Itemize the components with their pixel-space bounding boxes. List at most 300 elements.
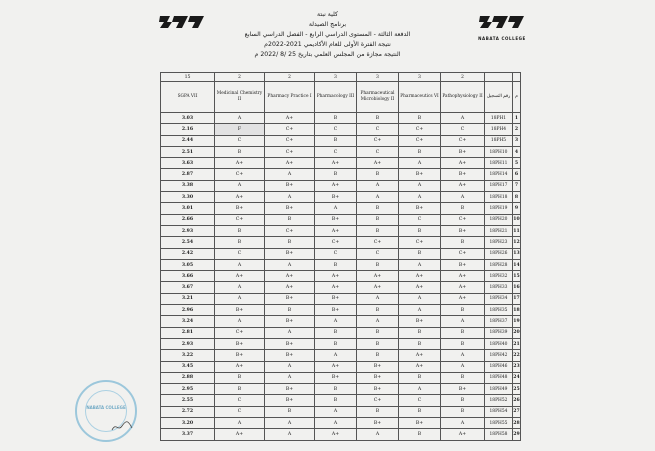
table-row xyxy=(161,384,521,395)
grade-cell: B xyxy=(399,113,441,124)
credit-hours-cell: 2 xyxy=(441,73,485,82)
row-number-cell: 28 xyxy=(513,418,521,429)
grade-cell: A xyxy=(315,203,357,214)
table-row xyxy=(161,282,521,293)
table-row xyxy=(161,225,521,236)
grade-cell: A xyxy=(265,327,315,338)
grade-cell: A xyxy=(215,113,265,124)
row-number-cell: 21 xyxy=(513,338,521,349)
grade-cell: A+ xyxy=(215,192,265,203)
grade-cell: A xyxy=(265,169,315,180)
sgpa-cell: 2.87 xyxy=(161,169,215,180)
grade-cell: A xyxy=(399,305,441,316)
grade-cell: A+ xyxy=(399,271,441,282)
sgpa-cell: 2.81 xyxy=(161,327,215,338)
grade-cell: C xyxy=(215,248,265,259)
table-row xyxy=(161,327,521,338)
grade-cell: B xyxy=(215,372,265,383)
grade-cell: A+ xyxy=(441,429,485,440)
grade-cell: B+ xyxy=(265,316,315,327)
grade-cell: B xyxy=(441,327,485,338)
row-number-cell: 5 xyxy=(513,158,521,169)
document-header xyxy=(160,10,495,60)
grade-cell: B+ xyxy=(265,248,315,259)
grade-cell: B xyxy=(399,146,441,157)
sgpa-cell: 2.16 xyxy=(161,124,215,135)
grade-cell: B xyxy=(215,225,265,236)
table-row xyxy=(161,395,521,406)
table-row xyxy=(161,293,521,304)
grade-cell: A xyxy=(441,113,485,124)
grade-cell: A xyxy=(265,192,315,203)
grade-cell: B xyxy=(357,350,399,361)
sgpa-cell: 3.67 xyxy=(161,282,215,293)
registration-cell: 18PH39 xyxy=(485,327,513,338)
grade-cell: A xyxy=(399,192,441,203)
grade-cell: C+ xyxy=(357,135,399,146)
registration-cell: 18PH23 xyxy=(485,237,513,248)
grade-cell: A+ xyxy=(215,361,265,372)
grade-cell: A xyxy=(399,158,441,169)
row-number-cell: 11 xyxy=(513,225,521,236)
row-number-cell: 17 xyxy=(513,293,521,304)
grade-cell: A+ xyxy=(441,180,485,191)
table-row xyxy=(161,169,521,180)
grade-cell: A+ xyxy=(315,429,357,440)
row-number-cell: 4 xyxy=(513,146,521,157)
grade-cell: B xyxy=(357,169,399,180)
logo-caption: NABATA COLLEGE xyxy=(478,36,526,41)
column-header-row xyxy=(161,82,521,113)
grade-cell: C+ xyxy=(441,214,485,225)
registration-cell: 18PH28 xyxy=(485,259,513,270)
grade-cell: A xyxy=(441,418,485,429)
grade-cell: C xyxy=(215,395,265,406)
grade-cell: B+ xyxy=(441,146,485,157)
college-name: كلية نبتة xyxy=(317,11,338,18)
grade-cell: A xyxy=(215,282,265,293)
credit-hours-cell: 2 xyxy=(265,73,315,82)
grade-cell: A xyxy=(357,293,399,304)
grade-cell: C xyxy=(215,135,265,146)
table-row xyxy=(161,203,521,214)
registration-cell: 18PH33 xyxy=(485,282,513,293)
row-number-cell: 24 xyxy=(513,372,521,383)
grade-cell: B xyxy=(441,406,485,417)
grade-cell: B xyxy=(441,305,485,316)
grade-cell: C+ xyxy=(265,135,315,146)
grade-cell: A+ xyxy=(441,158,485,169)
registration-cell: 18PH18 xyxy=(485,192,513,203)
grade-cell: A xyxy=(315,406,357,417)
registration-cell: 18PH1 xyxy=(485,113,513,124)
sgpa-cell: 2.44 xyxy=(161,135,215,146)
registration-cell: 18PH19 xyxy=(485,203,513,214)
table-row xyxy=(161,305,521,316)
approval-line: النتيجة مجازة من المجلس العلمي بتاريخ 25 /8 /2022 م xyxy=(254,51,401,58)
grade-cell: B xyxy=(357,203,399,214)
row-number-cell: 20 xyxy=(513,327,521,338)
registration-cell: 18PH11 xyxy=(485,158,513,169)
table-row xyxy=(161,361,521,372)
grade-cell: A xyxy=(357,429,399,440)
grade-cell: C xyxy=(315,146,357,157)
grade-cell: B+ xyxy=(399,169,441,180)
grade-cell: B xyxy=(441,237,485,248)
grade-cell: B xyxy=(441,395,485,406)
grade-cell: C+ xyxy=(265,146,315,157)
grade-cell: A xyxy=(265,418,315,429)
grade-cell: B xyxy=(215,146,265,157)
sgpa-cell: 3.37 xyxy=(161,429,215,440)
registration-cell: 18PH52 xyxy=(485,395,513,406)
sgpa-cell: 3.21 xyxy=(161,293,215,304)
row-number-cell: 2 xyxy=(513,124,521,135)
grade-cell: C+ xyxy=(399,124,441,135)
column-header: SGPA VII xyxy=(161,82,215,113)
sgpa-cell: 2.93 xyxy=(161,225,215,236)
table-row xyxy=(161,113,521,124)
sgpa-cell: 3.22 xyxy=(161,350,215,361)
grade-cell: B xyxy=(315,135,357,146)
grade-cell: C+ xyxy=(399,135,441,146)
grade-cell: A xyxy=(215,293,265,304)
grade-cell: B+ xyxy=(265,384,315,395)
grade-cell: B+ xyxy=(441,259,485,270)
sgpa-cell: 3.01 xyxy=(161,203,215,214)
grade-cell: B xyxy=(357,406,399,417)
grade-cell: B+ xyxy=(265,180,315,191)
grade-cell: B+ xyxy=(315,372,357,383)
sgpa-cell: 3.30 xyxy=(161,192,215,203)
grade-cell: A xyxy=(315,316,357,327)
row-number-cell: 29 xyxy=(513,429,521,440)
registration-cell: 18PH5 xyxy=(485,135,513,146)
grade-cell: B xyxy=(315,259,357,270)
grade-cell: B xyxy=(357,327,399,338)
sgpa-cell: 2.42 xyxy=(161,248,215,259)
program-name: برنامج الصيدلة xyxy=(308,21,347,28)
grade-cell: A xyxy=(265,372,315,383)
grade-cell: B+ xyxy=(357,418,399,429)
table-row xyxy=(161,406,521,417)
column-header: م xyxy=(513,82,521,113)
grade-cell: A xyxy=(441,350,485,361)
sgpa-cell: 2.55 xyxy=(161,395,215,406)
table-row xyxy=(161,259,521,270)
grade-cell: B xyxy=(441,372,485,383)
grade-cell: B+ xyxy=(265,293,315,304)
grade-cell: B+ xyxy=(441,384,485,395)
registration-cell: 18PH48 xyxy=(485,372,513,383)
grade-cell: B xyxy=(399,248,441,259)
grade-cell: B xyxy=(441,338,485,349)
grade-cell: A xyxy=(215,180,265,191)
grade-cell: B xyxy=(399,372,441,383)
table-row xyxy=(161,158,521,169)
grade-cell: B xyxy=(441,203,485,214)
grade-cell: C xyxy=(357,124,399,135)
registration-cell: 18PH37 xyxy=(485,316,513,327)
grade-cell: B xyxy=(399,225,441,236)
grade-cell: B+ xyxy=(315,192,357,203)
signature-mark xyxy=(110,418,134,434)
table-row xyxy=(161,248,521,259)
column-header: رقم التسجيل xyxy=(485,82,513,113)
grade-cell: C+ xyxy=(215,169,265,180)
grade-cell: A+ xyxy=(265,282,315,293)
sgpa-cell: 2.66 xyxy=(161,214,215,225)
registration-cell: 18PH17 xyxy=(485,180,513,191)
grade-cell: B+ xyxy=(215,305,265,316)
table-row xyxy=(161,316,521,327)
row-number-cell: 12 xyxy=(513,237,521,248)
grade-cell: A xyxy=(265,259,315,270)
grade-cell: A+ xyxy=(315,158,357,169)
grade-cell: B xyxy=(315,384,357,395)
grade-cell: B xyxy=(357,225,399,236)
row-number-cell: 16 xyxy=(513,282,521,293)
grade-cell: B xyxy=(315,338,357,349)
credit-hours-cell: 3 xyxy=(357,73,399,82)
grade-cell: B+ xyxy=(315,293,357,304)
row-number-cell: 6 xyxy=(513,169,521,180)
grade-cell: C+ xyxy=(357,237,399,248)
credit-hours-cell: 3 xyxy=(315,73,357,82)
grade-cell: B+ xyxy=(265,203,315,214)
row-number-cell: 19 xyxy=(513,316,521,327)
table-row xyxy=(161,124,521,135)
grade-cell: C+ xyxy=(215,327,265,338)
grade-cell: B xyxy=(215,384,265,395)
registration-cell: 18PH54 xyxy=(485,406,513,417)
grade-cell: A xyxy=(357,316,399,327)
grade-cell: B+ xyxy=(357,372,399,383)
row-number-cell: 10 xyxy=(513,214,521,225)
grade-cell: A xyxy=(357,192,399,203)
row-number-cell: 8 xyxy=(513,192,521,203)
registration-cell: 18PH58 xyxy=(485,429,513,440)
grade-cell: A xyxy=(315,418,357,429)
grade-cell: B+ xyxy=(357,384,399,395)
grade-cell: A xyxy=(315,350,357,361)
column-header: Pharmaceutics VI xyxy=(399,82,441,113)
table-row xyxy=(161,350,521,361)
table-row xyxy=(161,192,521,203)
table-row xyxy=(161,214,521,225)
grade-cell: C xyxy=(315,248,357,259)
table-row xyxy=(161,271,521,282)
grade-cell: A xyxy=(215,259,265,270)
grade-cell: C xyxy=(399,214,441,225)
grade-cell: B xyxy=(265,237,315,248)
grade-cell: B xyxy=(399,429,441,440)
grade-cell: C xyxy=(357,248,399,259)
table-row xyxy=(161,180,521,191)
grade-cell: A xyxy=(265,429,315,440)
registration-cell: 18PH35 xyxy=(485,305,513,316)
grade-cell: B+ xyxy=(399,418,441,429)
grade-cell: A xyxy=(441,316,485,327)
grade-cell: C+ xyxy=(265,225,315,236)
result-title: نتيجة الفترة الأولى للعام الأكاديمي 2021-2022م xyxy=(264,41,391,48)
grade-cell: A+ xyxy=(315,180,357,191)
sgpa-cell: 3.63 xyxy=(161,158,215,169)
grade-cell: B+ xyxy=(215,350,265,361)
grade-cell: A+ xyxy=(265,158,315,169)
row-number-cell: 22 xyxy=(513,350,521,361)
grade-cell: B+ xyxy=(399,203,441,214)
table-row xyxy=(161,429,521,440)
registration-cell: 18PH21 xyxy=(485,225,513,236)
registration-cell: 18PH20 xyxy=(485,214,513,225)
grade-cell: C+ xyxy=(441,248,485,259)
grade-cell: A xyxy=(399,293,441,304)
sgpa-cell: 2.95 xyxy=(161,384,215,395)
grade-cell: B xyxy=(399,406,441,417)
grade-cell: C+ xyxy=(315,237,357,248)
grade-cell: C+ xyxy=(357,395,399,406)
column-header: Pharmaceutical Microbiology II xyxy=(357,82,399,113)
table-row xyxy=(161,372,521,383)
credit-hours-cell xyxy=(513,73,521,82)
credit-hours-row xyxy=(161,73,521,82)
sgpa-cell: 3.45 xyxy=(161,361,215,372)
grade-cell: A+ xyxy=(265,271,315,282)
grade-cell: B xyxy=(357,259,399,270)
row-number-cell: 9 xyxy=(513,203,521,214)
grade-cell: A+ xyxy=(441,271,485,282)
row-number-cell: 23 xyxy=(513,361,521,372)
grade-cell: B xyxy=(357,338,399,349)
grade-cell: C xyxy=(357,146,399,157)
grade-cell: B xyxy=(357,113,399,124)
grade-cell: A+ xyxy=(315,225,357,236)
table-row xyxy=(161,135,521,146)
grade-cell: C xyxy=(215,406,265,417)
column-header: Medicinal Chemistry II xyxy=(215,82,265,113)
row-number-cell: 3 xyxy=(513,135,521,146)
table-row xyxy=(161,338,521,349)
grade-cell: B xyxy=(315,395,357,406)
grade-cell: A+ xyxy=(357,282,399,293)
grade-cell: A+ xyxy=(399,350,441,361)
grade-cell: B+ xyxy=(357,361,399,372)
sgpa-cell: 3.03 xyxy=(161,113,215,124)
sgpa-cell: 2.54 xyxy=(161,237,215,248)
grade-cell: C xyxy=(399,395,441,406)
grade-cell: B xyxy=(399,327,441,338)
grade-cell: A+ xyxy=(315,361,357,372)
credit-hours-cell: 2 xyxy=(215,73,265,82)
column-header: Pathophysiology II xyxy=(441,82,485,113)
column-header: Pharmacology III xyxy=(315,82,357,113)
grade-cell: A xyxy=(399,259,441,270)
grade-cell: B+ xyxy=(265,338,315,349)
grade-cell: A+ xyxy=(315,282,357,293)
grade-cell: A xyxy=(215,418,265,429)
row-number-cell: 13 xyxy=(513,248,521,259)
grade-cell: C+ xyxy=(399,237,441,248)
grade-cell: A+ xyxy=(315,271,357,282)
grade-cell: A+ xyxy=(215,271,265,282)
grade-cell: C+ xyxy=(215,214,265,225)
grade-cell: A xyxy=(215,316,265,327)
grade-cell: A xyxy=(441,192,485,203)
row-number-cell: 14 xyxy=(513,259,521,270)
credit-hours-cell xyxy=(485,73,513,82)
registration-cell: 18PH32 xyxy=(485,271,513,282)
grade-cell: B xyxy=(315,113,357,124)
grade-cell: B xyxy=(399,338,441,349)
grade-cell: C xyxy=(315,124,357,135)
sgpa-cell: 3.05 xyxy=(161,259,215,270)
grade-cell: C+ xyxy=(441,135,485,146)
registration-cell: 18PH49 xyxy=(485,384,513,395)
table-row xyxy=(161,237,521,248)
grade-cell: C+ xyxy=(265,124,315,135)
registration-cell: 18PH26 xyxy=(485,248,513,259)
grade-cell: A+ xyxy=(265,113,315,124)
grade-cell: B+ xyxy=(441,169,485,180)
grade-cell: B xyxy=(357,214,399,225)
grade-cell: B+ xyxy=(265,350,315,361)
table-row xyxy=(161,418,521,429)
row-number-cell: 18 xyxy=(513,305,521,316)
grade-cell: A xyxy=(441,361,485,372)
row-number-cell: 27 xyxy=(513,406,521,417)
grade-cell: B+ xyxy=(215,338,265,349)
registration-cell: 18PH42 xyxy=(485,350,513,361)
sgpa-cell: 2.51 xyxy=(161,146,215,157)
grade-cell: A+ xyxy=(441,293,485,304)
registration-cell: 18PH55 xyxy=(485,418,513,429)
grade-cell: F xyxy=(215,124,265,135)
grade-cell: B xyxy=(357,305,399,316)
grade-cell: A+ xyxy=(441,282,485,293)
registration-cell: 18PH14 xyxy=(485,169,513,180)
grade-cell: A+ xyxy=(357,271,399,282)
cohort-line: الدفعة الثالثة - المستوى الدراسي الرابع - الفصل الدراسي السابع xyxy=(244,31,411,38)
column-header: Pharmacy Practice I xyxy=(265,82,315,113)
registration-cell: 18PH4 xyxy=(485,124,513,135)
row-number-cell: 1 xyxy=(513,113,521,124)
table-row xyxy=(161,146,521,157)
grade-cell: B xyxy=(315,169,357,180)
grade-cell: B xyxy=(265,406,315,417)
grade-cell: B+ xyxy=(265,395,315,406)
row-number-cell: 15 xyxy=(513,271,521,282)
grade-cell: B+ xyxy=(315,214,357,225)
sgpa-cell: 2.88 xyxy=(161,372,215,383)
grade-cell: A xyxy=(357,180,399,191)
grade-cell: B xyxy=(265,214,315,225)
grade-cell: A xyxy=(399,384,441,395)
grade-cell: B xyxy=(265,305,315,316)
grades-table xyxy=(160,72,521,441)
grade-cell: A+ xyxy=(215,158,265,169)
grade-cell: B+ xyxy=(441,225,485,236)
sgpa-cell: 2.72 xyxy=(161,406,215,417)
sgpa-cell: 3.66 xyxy=(161,271,215,282)
grade-cell: C xyxy=(441,124,485,135)
row-number-cell: 7 xyxy=(513,180,521,191)
grade-cell: B+ xyxy=(215,203,265,214)
grade-cell: A xyxy=(265,361,315,372)
registration-cell: 18PH46 xyxy=(485,361,513,372)
grade-cell: A+ xyxy=(357,158,399,169)
grade-cell: A+ xyxy=(399,282,441,293)
